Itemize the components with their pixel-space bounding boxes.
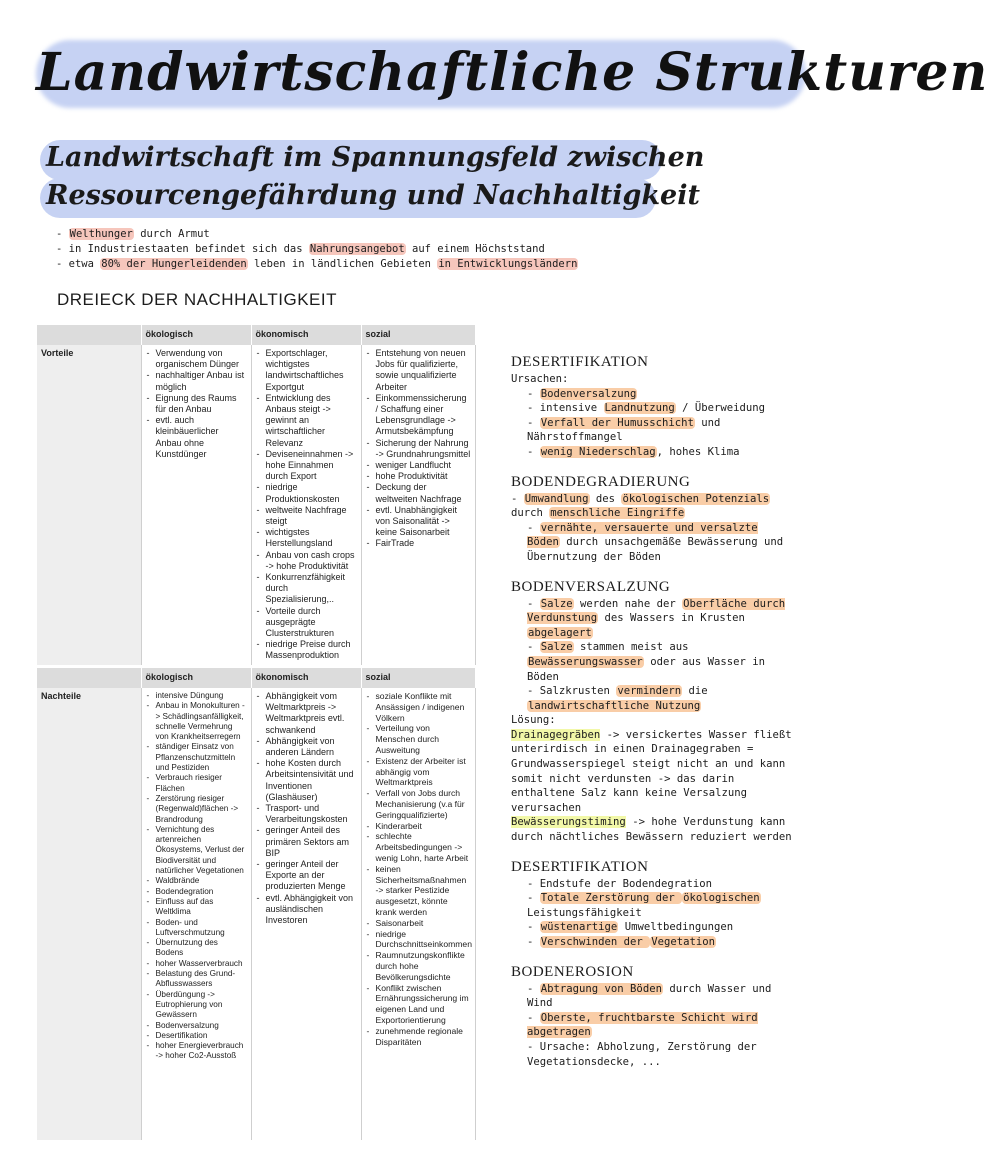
list-item: - Entwicklung des Anbaus steigt -> gewinnt an wirtschaftlicher Relevanz <box>266 393 357 449</box>
list-item: - schlechte Arbeitsbedingungen -> wenig Lohn, harte Arbeit <box>376 831 471 863</box>
table-cell <box>141 345 251 665</box>
table-cell <box>361 345 475 665</box>
section-heading: DESERTIFIKATION <box>511 354 649 370</box>
list-item: - evtl. Unabhängigkeit von Saisonalität -> keine Saisonarbeit <box>376 505 471 539</box>
list-item: - Einfluss auf das Weltklima <box>156 897 247 918</box>
list-item: - hohe Produktivität <box>376 471 471 482</box>
list-item: - Boden- und Luftverschmutzung <box>156 918 247 939</box>
intro-bullets <box>56 227 616 272</box>
list-item: - Verbrauch riesiger Flächen <box>156 773 247 794</box>
list-item: - vernähte, versauerte und versalzte Böden durch unsachgemäße Bewässerung und Übernutzung der Böden <box>527 521 784 563</box>
list-item: - weltweite Nachfrage steigt <box>266 505 357 527</box>
list-item: - geringer Anteil der Exporte an der produzierten Menge <box>266 859 357 893</box>
list-item: - Deckung der weltweiten Nachfrage <box>376 482 471 504</box>
list-item: - Belastung des Grund-Abflusswassers <box>156 969 247 990</box>
table-header: ökologisch <box>141 325 251 345</box>
triangle-heading: DREIECK DER NACHHALTIGKEIT <box>57 290 338 309</box>
list-item: - intensive Landnutzung / Überweidung <box>527 402 766 415</box>
list-item: - Abhängigkeit von anderen Ländern <box>266 736 357 758</box>
section-heading: BODENDEGRADIERUNG <box>511 473 691 490</box>
list-item: - Eignung des Raums für den Anbau <box>156 393 247 415</box>
list-item: - Bodenversalzung <box>527 387 637 400</box>
nachteile-table <box>37 668 476 1140</box>
list-item: - Abtragung von Böden durch Wasser und Wind <box>527 982 772 1010</box>
list-item: - Exportschlager, wichtigstes landwirtschaftliches Exportgut <box>266 348 357 393</box>
label: Lösung: <box>511 714 556 727</box>
table-header: sozial <box>361 668 475 688</box>
list-item: - Existenz der Arbeiter ist abhängig vom Weltmarktpreis <box>376 756 471 788</box>
text-line: durch menschliche Eingriffe <box>511 507 685 520</box>
list-item: - wüstenartige Umweltbedingungen <box>527 921 734 934</box>
list-item: - Salze werden nahe der Oberfläche durch Verdunstung des Wassers in Krusten abgelagert <box>527 597 786 639</box>
intro-bullet: - etwa 80% der Hungerleidenden leben in ländlichen Gebieten in Entwicklungsländern <box>56 258 578 270</box>
list-item: - FairTrade <box>376 538 471 549</box>
list-item: - Verfall von Jobs durch Mechanisierung (v.a für Geringqualifizierte) <box>376 788 471 820</box>
table-cell <box>361 688 475 1140</box>
list-item: - hohe Kosten durch Arbeitsintensivität und Inventionen (Glashäuser) <box>266 758 357 803</box>
title-area <box>36 32 988 114</box>
list-item: - Verschwinden der Vegetation <box>527 936 715 948</box>
list-item: - soziale Konflikte mit Ansässigen / indigenen Völkern <box>376 691 471 723</box>
vorteile-table <box>37 325 476 665</box>
right-notes <box>511 352 793 1069</box>
list-item: - Konkurrenzfähigkeit durch Spezialisierung,.. <box>266 572 357 606</box>
list-item: - evtl. Abhängigkeit von ausländischen Investoren <box>266 893 357 927</box>
table-header-empty <box>37 668 141 688</box>
section-heading: BODENEROSION <box>511 963 634 980</box>
table-header: ökologisch <box>141 668 251 688</box>
list-item: - Einkommenssicherung / Schaffung einer Lebensgrundlage -> Armutsbekämpfung <box>376 393 471 438</box>
list-item: - Trasport- und Verarbeitungskosten <box>266 803 357 825</box>
list-item: - Ursache: Abholzung, Zerstörung der Vegetationsdecke, ... <box>527 1040 757 1068</box>
text-block: Drainagegräben -> versickertes Wasser fließt unterirdisch in einen Drainagegraben = Grundwasserspiegel steigt nicht an und kann somit nicht verdunsten -> das darin enthaltene Salz kann keine Versalzung verursachen <box>511 728 792 814</box>
list-item: - Vorteile durch ausgeprägte Clusterstrukturen <box>266 606 357 640</box>
list-item: - Bodenversalzung <box>156 1021 247 1031</box>
list-item: - Waldbrände <box>156 876 247 886</box>
row-label: Nachteile <box>37 688 141 1140</box>
text-block: Bewässerungstiming -> hohe Verdunstung kann durch nächtliches Bewässern reduziert werden <box>511 816 792 844</box>
list-item: - niedrige Durchschnittseinkommen <box>376 929 471 951</box>
list-item: - Vernichtung des artenreichen Ökosystems, Verlust der Biodiversität und natürlicher Vegetationen <box>156 825 247 876</box>
list-item: - Anbau in Monokulturen -> Schädlingsanfälligkeit, schnelle Vermehrung von Krankheitserregern <box>156 701 247 742</box>
list-item: - wichtigstes Herstellungsland <box>266 527 357 549</box>
table-header: ökonomisch <box>251 325 361 345</box>
table-cell <box>251 688 361 1140</box>
list-item: - Verwendung von organischem Dünger <box>156 348 247 370</box>
label: Ursachen: <box>511 373 569 385</box>
subtitle-line-1: Landwirtschaft im Spannungsfeld zwischen <box>46 142 705 173</box>
row-label: Vorteile <box>37 345 141 665</box>
list-item: - Sicherung der Nahrung -> Grundnahrungsmittel <box>376 438 471 460</box>
list-item: - hoher Wasserverbrauch <box>156 959 247 969</box>
list-item: - Raumnutzungskonflikte durch hohe Bevölkerungsdichte <box>376 950 471 982</box>
list-item: - Totale Zerstörung der ökologischen Leistungsfähigkeit <box>527 892 760 919</box>
list-item: - weniger Landflucht <box>376 460 471 471</box>
list-item: - Entstehung von neuen Jobs für qualifizierte, sowie unqualifizierte Arbeiter <box>376 348 471 393</box>
list-item: - Anbau von cash crops -> hohe Produktivität <box>266 550 357 572</box>
section-heading: BODENVERSALZUNG <box>511 578 671 595</box>
list-item: - Bodendegration <box>156 887 247 897</box>
intro-bullet: - in Industriestaaten befindet sich das Nahrungsangebot auf einem Höchststand <box>56 243 545 255</box>
list-item: - Verteilung von Menschen durch Ausweitung <box>376 723 471 755</box>
list-item: - Übernutzung des Bodens <box>156 938 247 959</box>
list-item: - Abhängigkeit vom Weltmarktpreis -> Weltmarktpreis evtl. schwankend <box>266 691 357 736</box>
list-item: - Kinderarbeit <box>376 821 471 832</box>
list-item: - niedrige Preise durch Massenproduktion <box>266 639 357 661</box>
list-item: - zunehmende regionale Disparitäten <box>376 1026 471 1048</box>
page-title: Landwirtschaftliche Strukturen <box>36 42 988 103</box>
table-cell <box>251 345 361 665</box>
table-header: sozial <box>361 325 475 345</box>
list-item: - Zerstörung riesiger (Regenwald)flächen -> Brandrodung <box>156 794 247 825</box>
list-item: - Salze stammen meist aus Bewässerungswasser oder aus Wasser in Böden <box>527 641 765 683</box>
list-item: - Endstufe der Bodendegration <box>527 877 712 890</box>
list-item: - Verfall der Humusschicht und Nährstoffmangel <box>527 416 721 444</box>
table-header-empty <box>37 325 141 345</box>
list-item: - Konflikt zwischen Ernährungssicherung im eigenen Land und Exportorientierung <box>376 983 471 1026</box>
section-heading: DESERTIFIKATION <box>511 858 649 875</box>
list-item: - ständiger Einsatz von Pflanzenschutzmitteln und Pestiziden <box>156 742 247 773</box>
list-item: - hoher Energieverbrauch -> hoher Co2-Ausstoß <box>156 1041 247 1062</box>
list-item: - niedrige Produktionskosten <box>266 482 357 504</box>
list-item: - evtl. auch kleinbäuerlicher Anbau ohne Kunstdünger <box>156 415 247 460</box>
table-cell <box>141 688 251 1140</box>
list-item: - wenig Niederschlag, hohes Klima <box>527 445 740 458</box>
list-item: - Desertifikation <box>156 1031 247 1041</box>
list-item: - Deviseneinnahmen -> hohe Einnahmen durch Export <box>266 449 357 483</box>
table-header: ökonomisch <box>251 668 361 688</box>
list-item: - keinen Sicherheitsmaßnahmen -> starker Pestizide ausgesetzt, könnte krank werden <box>376 864 471 918</box>
text-line: - Umwandlung des ökologischen Potenzials <box>511 492 770 505</box>
list-item: - intensive Düngung <box>156 691 247 701</box>
list-item: - nachhaltiger Anbau ist möglich <box>156 370 247 392</box>
intro-bullet: - Welthunger durch Armut <box>56 228 210 240</box>
list-item: - Oberste, fruchtbarste Schicht wird abgetragen <box>527 1011 758 1039</box>
list-item: - Salzkrusten vermindern die landwirtschaftliche Nutzung <box>527 685 708 712</box>
list-item: - Saisonarbeit <box>376 918 471 929</box>
subtitle-line-2: Ressourcengefährdung und Nachhaltigkeit <box>46 180 700 211</box>
list-item: - Überdüngung -> Eutrophierung von Gewässern <box>156 990 247 1021</box>
list-item: - geringer Anteil des primären Sektors am BIP <box>266 825 357 859</box>
